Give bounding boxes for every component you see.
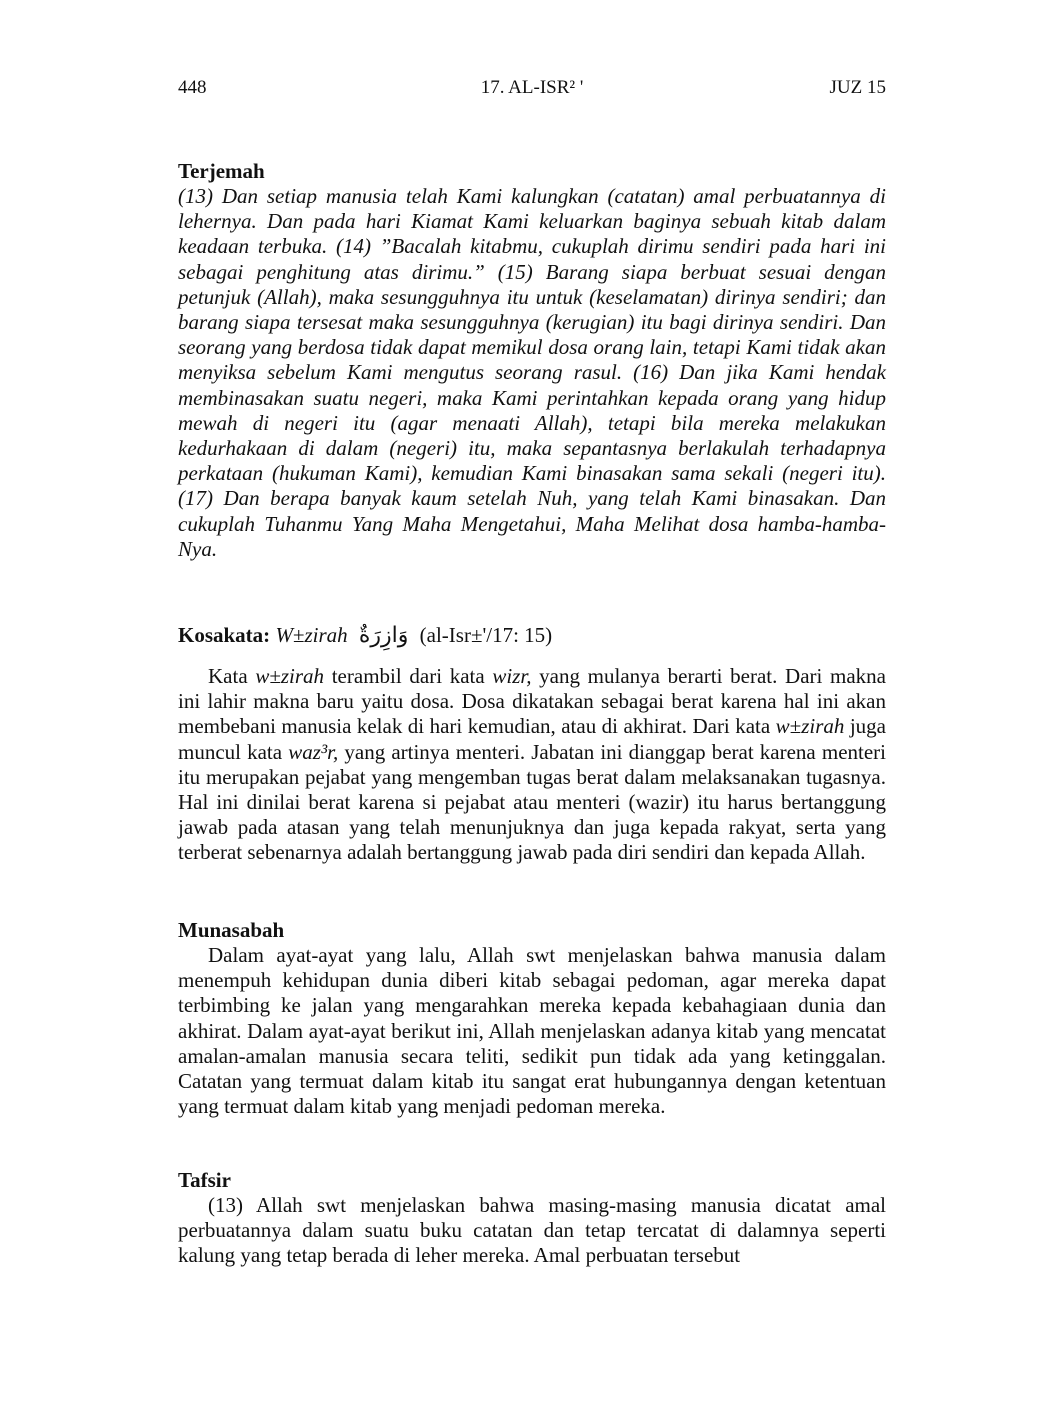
tafsir-text: (13) Allah swt menjelaskan bahwa masing-masing manusia dicatat amal perbuatannya dalam suatu buku catatan dan tetap tercatat di dalamnya seperti kalung yang tetap berada di leher mereka. Amal perbuatan tersebut bbox=[178, 1193, 886, 1268]
document-page bbox=[178, 0, 886, 1417]
kosakata-text-3: yang mulanya berarti berat. Dari makna ini lahir makna baru yaitu dosa. Dosa dikatakan sebagai berat karena hal ini akan membebani manusia kelak di hari kemudian, atau di akhirat. Dari kata bbox=[178, 664, 886, 739]
kosakata-term-1: w±zirah bbox=[255, 664, 325, 688]
kosakata-reference: (al-Isr±'/17: 15) bbox=[419, 623, 553, 647]
juz-label: JUZ 15 bbox=[829, 77, 886, 98]
kosakata-section bbox=[178, 621, 886, 866]
terjemah-heading: Terjemah bbox=[178, 159, 265, 183]
kosakata-heading bbox=[178, 621, 886, 650]
surah-title: 17. AL-ISR² ' bbox=[480, 77, 584, 98]
kosakata-text-4: juga muncul kata bbox=[178, 714, 887, 764]
munasabah-text: Dalam ayat-ayat yang lalu, Allah swt menjelaskan bahwa manusia dalam menempuh kehidupan dunia diberi kitab sebagai pedoman, agar mereka dapat terbimbing ke jalan yang mengarahkan mereka kepada kebahagiaan dunia dan akhirat. Dalam ayat-ayat berikut ini, Allah menjelaskan adanya kitab yang mencatat amalan-amalan manusia secara teliti, sedikit pun tidak ada yang ketinggalan. Catatan yang termuat dalam kitab itu sangat erat hubungannya dengan ketentuan yang termuat dalam kitab yang menjadi pedoman mereka. bbox=[178, 943, 886, 1119]
kosakata-text-2: terambil dari kata bbox=[324, 664, 493, 688]
kosakata-term-3: w±zirah bbox=[775, 714, 845, 739]
kosakata-paragraph bbox=[178, 664, 886, 866]
kosakata-text-5: yang artinya menteri. Jabatan ini dianggap berat karena menteri itu merupakan pejabat yang mengemban tugas berat dalam melaksanakan tugasnya. Hal ini dinilai berat karena si pejabat atau menteri (wazir) itu harus bertanggung jawab pada atasan yang telah menunjuknya dan juga kepada rakyat, serta yang terberat sebenarnya adalah bertanggung jawab pada diri sendiri dan kepada Allah. bbox=[178, 739, 886, 865]
terjemah-section bbox=[178, 159, 886, 562]
tafsir-section bbox=[178, 1168, 886, 1269]
kosakata-term-2: wizr, bbox=[492, 664, 532, 688]
kosakata-term-4: waz³r, bbox=[288, 739, 339, 764]
kosakata-arabic: وَازِرَةٌ bbox=[358, 623, 409, 648]
page-number: 448 bbox=[178, 77, 207, 98]
kosakata-label: Kosakata: bbox=[178, 623, 271, 647]
tafsir-heading: Tafsir bbox=[178, 1168, 231, 1192]
munasabah-heading: Munasabah bbox=[178, 918, 285, 942]
kosakata-term: W±zirah bbox=[275, 623, 348, 647]
kosakata-text-1: Kata bbox=[208, 664, 256, 688]
munasabah-section bbox=[178, 918, 886, 1119]
terjemah-text: (13) Dan setiap manusia telah Kami kalungkan (catatan) amal perbuatannya di lehernya. Dan pada hari Kiamat Kami keluarkan baginya sebuah kitab dalam keadaan terbuka. (14) ”Bacalah kitabmu, cukuplah dirimu sendiri pada hari ini sebagai penghitung atas dirimu.” (15) Barang siapa berbuat sesuai dengan petunjuk (Allah), maka sesungguhnya itu untuk (keselamatan) dirinya sendiri; dan barang siapa tersesat maka sesungguhnya (kerugian) itu bagi dirinya sendiri. Dan seorang yang berdosa tidak dapat memikul dosa orang lain, tetapi Kami tidak akan menyiksa sebelum Kami mengutus seorang rasul. (16) Dan jika Kami hendak membinasakan suatu negeri, maka Kami perintahkan kepada orang yang hidup mewah di negeri itu (agar menaati Allah), tetapi bila mereka melakukan kedurhakaan di dalam (negeri) itu, maka sepantasnya berlakulah terhadapnya perkataan (hukuman Kami), kemudian Kami binasakan sama sekali (negeri itu). (17) Dan berapa banyak kaum setelah Nuh, yang telah Kami binasakan. Dan cukuplah Tuhanmu Yang Maha Mengetahui, Maha Melihat dosa hamba-hamba-Nya. bbox=[178, 184, 886, 561]
